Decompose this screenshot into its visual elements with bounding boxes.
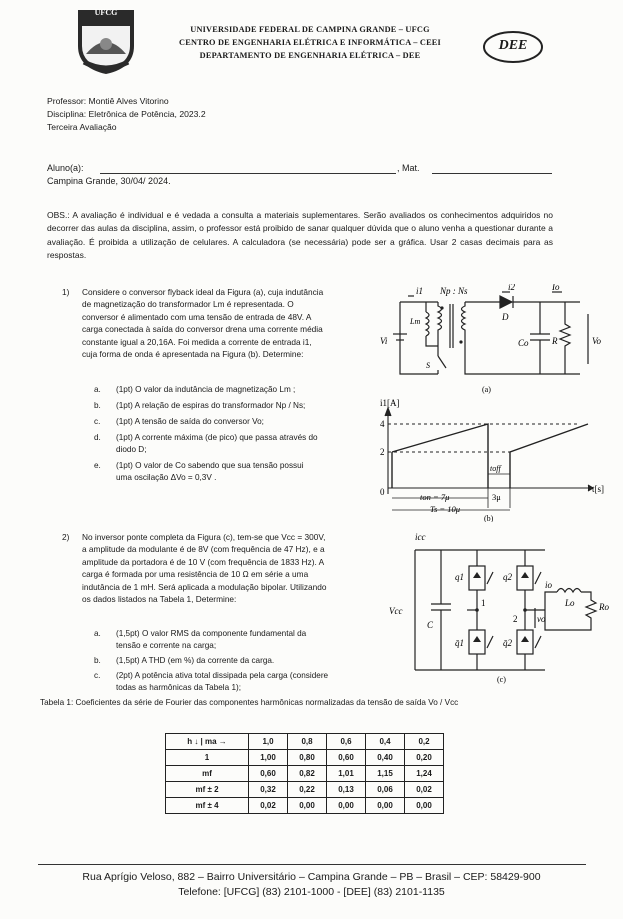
fig-b-toff: 3μ bbox=[492, 492, 501, 502]
q1-item: e. (1pt) O valor de Co sabendo que sua tensão possui bbox=[94, 461, 304, 470]
header-line-1: UNIVERSIDADE FEDERAL DE CAMPINA GRANDE – UFCG bbox=[190, 25, 430, 34]
fig-a-label: (a) bbox=[482, 385, 491, 394]
table-header-cell: 0,8 bbox=[288, 734, 327, 750]
fig-a-vo: Vo bbox=[592, 336, 601, 346]
fig-b-label: (b) bbox=[484, 514, 494, 522]
header-line-3: DEPARTAMENTO DE ENGENHARIA ELÉTRICA – DEE bbox=[199, 51, 421, 60]
table-cell: 0,06 bbox=[366, 782, 405, 798]
fig-c-node1: 1 bbox=[481, 598, 486, 608]
table-cell: 0,80 bbox=[288, 750, 327, 766]
q1-item: uma oscilação ΔVo = 0,3V . bbox=[116, 473, 217, 482]
table-cell: 1,15 bbox=[366, 766, 405, 782]
fig-a-vi: Vi bbox=[380, 336, 388, 346]
date-line: Campina Grande, 30/04/ 2024. bbox=[47, 176, 171, 186]
q2-number: 2) bbox=[62, 532, 70, 542]
table-header-cell: 0,4 bbox=[366, 734, 405, 750]
q1-item: a. (1pt) O valor da indutância de magnetização Lm ; bbox=[94, 385, 296, 394]
q1-line: Considere o conversor flyback ideal da Figura (a), cuja indutância bbox=[82, 287, 324, 297]
fig-c-c: C bbox=[427, 620, 434, 630]
figure-a-flyback-circuit bbox=[380, 284, 605, 394]
fig-b-ts: Ts = 10μ bbox=[430, 504, 461, 514]
q2-item: c. (2pt) A potência ativa total dissipada pela carga (considere bbox=[94, 671, 329, 680]
fig-c-q1: q1 bbox=[455, 572, 464, 582]
avaliacao-line: Terceira Avaliação bbox=[47, 122, 117, 132]
table-cell: 1 bbox=[166, 750, 249, 766]
table-cell: 0,00 bbox=[366, 798, 405, 814]
fig-a-np-ns: Np : Ns bbox=[440, 286, 468, 296]
q1-item: diodo D; bbox=[116, 445, 147, 454]
fig-c-io: io bbox=[545, 580, 553, 590]
q2-line: indutância de 1 mH. Será aplicada a modulação bipolar. Utilizando bbox=[82, 581, 327, 592]
q1-item: d. (1pt) A corrente máxima (de pico) que passa através do bbox=[94, 433, 318, 442]
footer-phone: Telefone: [UFCG] (83) 2101-1000 - [DEE] (83) 2101-1135 bbox=[178, 886, 445, 898]
footer-rule bbox=[38, 864, 586, 865]
table-row bbox=[166, 798, 444, 814]
q1-item: c. (1pt) A tensão de saída do conversor Vo; bbox=[94, 417, 264, 426]
q1-line: carga conectada à saída do conversor drena uma corrente média bbox=[82, 324, 323, 335]
fig-b-y4: 4 bbox=[380, 419, 385, 429]
fig-a-co: Co bbox=[518, 338, 529, 348]
ufcg-logo-text: UFCG bbox=[94, 8, 118, 17]
fig-b-toff-label: toff bbox=[490, 464, 501, 473]
table-cell: mf bbox=[166, 766, 249, 782]
q2-items bbox=[94, 628, 384, 694]
professor-line: Professor: Montiê Alves Vitorino bbox=[47, 96, 169, 106]
mat-label: , Mat. bbox=[397, 163, 420, 173]
q2-text bbox=[82, 531, 382, 605]
q1-items bbox=[94, 384, 379, 484]
table-cell: 0,00 bbox=[288, 798, 327, 814]
fig-b-xlabel: t[s] bbox=[592, 484, 604, 494]
table-cell: 0,20 bbox=[405, 750, 444, 766]
table-cell: 0,13 bbox=[327, 782, 366, 798]
table-cell: 0,02 bbox=[405, 782, 444, 798]
fig-b-origin: 0 bbox=[380, 487, 385, 497]
table-header-cell: 1,0 bbox=[249, 734, 288, 750]
fig-c-label: (c) bbox=[497, 675, 506, 684]
table-cell: 1,24 bbox=[405, 766, 444, 782]
table-header-cell: 0,2 bbox=[405, 734, 444, 750]
footer-address: Rua Aprígio Veloso, 882 – Bairro Universitário – Campina Grande – PB – Brasil – CEP: 58429-900 bbox=[82, 871, 541, 883]
figure-c-full-bridge-inverter bbox=[385, 530, 613, 685]
table-cell: 0,82 bbox=[288, 766, 327, 782]
fig-c-lo: Lo bbox=[565, 598, 575, 608]
obs-paragraph: OBS.: A avaliação é individual e é vedada a consulta a materiais suplementares. Serão avaliados os conhecimentos adquiridos no decorrer das aulas da disciplina, assim, o professor está proibido de sanar qualquer dúvida que o aluno venha a questionar durante a avaliação. É proibida a utilização de celulares. A calculadora (se necessária) pode ser a gráfica. Usar 2 casas decimais para as respostas. bbox=[47, 210, 553, 261]
table-header-cell: h ↓ | ma → bbox=[166, 734, 249, 750]
fig-c-vcc: Vcc bbox=[389, 606, 403, 616]
table-cell: 0,60 bbox=[327, 750, 366, 766]
q2-line: carga é formada por uma resistência de 10 Ω em série a uma bbox=[82, 569, 309, 580]
table-cell: 0,02 bbox=[249, 798, 288, 814]
fig-b-ylabel: i1[A] bbox=[380, 398, 400, 408]
header-line-2: CENTRO DE ENGENHARIA ELÉTRICA E INFORMÁTICA – CEEI bbox=[179, 38, 441, 47]
fig-b-ton: ton = 7μ bbox=[420, 492, 450, 502]
q1-line: constante igual a 20,16A. Foi medida a corrente de entrada i1, bbox=[82, 336, 312, 347]
disciplina-line: Disciplina: Eletrônica de Potência, 2023.2 bbox=[47, 109, 206, 119]
table-cell: 0,60 bbox=[249, 766, 288, 782]
fig-a-r: R bbox=[552, 336, 558, 346]
q2-item: a. (1,5pt) O valor RMS da componente fundamental da bbox=[94, 629, 307, 638]
fig-a-d: D bbox=[502, 312, 509, 322]
dee-logo-text: DEE bbox=[498, 38, 528, 53]
fig-c-vo: vo bbox=[537, 614, 546, 624]
q2-line: a amplitude da modulante é de 8V (com frequência de 47 Hz), e a bbox=[82, 544, 325, 555]
q1-line: conversor é alimentado com uma tensão de entrada de 48V. A bbox=[82, 311, 312, 322]
aluno-label: Aluno(a): bbox=[47, 163, 84, 173]
table-cell: 1,00 bbox=[249, 750, 288, 766]
table-caption: Tabela 1: Coeficientes da série de Fourier das componentes harmônicas normalizadas da tensão de saída Vo / Vcc bbox=[40, 698, 459, 707]
table-cell: 0,00 bbox=[405, 798, 444, 814]
table-row bbox=[166, 782, 444, 798]
fig-c-icc: icc bbox=[415, 532, 426, 542]
table-cell: mf ± 4 bbox=[166, 798, 249, 814]
table-row bbox=[166, 750, 444, 766]
fig-c-q2: q2 bbox=[503, 572, 512, 582]
figure-b-input-current-waveform bbox=[380, 394, 605, 522]
table-cell: 1,01 bbox=[327, 766, 366, 782]
fig-a-lm: Lm bbox=[410, 317, 421, 326]
mat-blank[interactable] bbox=[432, 173, 552, 174]
fig-c-node2: 2 bbox=[513, 614, 518, 624]
table-row bbox=[166, 766, 444, 782]
fig-a-i1: i1 bbox=[416, 286, 424, 296]
q1-text bbox=[82, 286, 378, 360]
q1-line: cuja forma de onda é apresentada na Figura (b). Determine: bbox=[82, 349, 304, 360]
q2-line: No inversor ponte completa da Figura (c), tem-se que Vcc = 300V, bbox=[82, 532, 326, 542]
table-cell: mf ± 2 bbox=[166, 782, 249, 798]
q2-item: tensão e corrente na carga; bbox=[116, 641, 217, 650]
table-cell: 0,40 bbox=[366, 750, 405, 766]
q1-item: b. (1pt) A relação de espiras do transformador Np / Ns; bbox=[94, 401, 306, 410]
q2-line: amplitude da portadora é de 10 V (com frequência de 1833 Hz). A bbox=[82, 556, 325, 567]
table-header-cell: 0,6 bbox=[327, 734, 366, 750]
table-header-row bbox=[166, 734, 444, 750]
fig-a-io: Io bbox=[552, 284, 560, 292]
q2-item: b. (1,5pt) A THD (em %) da corrente da carga. bbox=[94, 656, 275, 665]
fig-a-i2: i2 bbox=[508, 284, 516, 292]
table-cell: 0,32 bbox=[249, 782, 288, 798]
q2-line: os dados listados na Tabela 1, Determine: bbox=[82, 594, 237, 605]
table-cell: 0,00 bbox=[327, 798, 366, 814]
aluno-name-blank[interactable] bbox=[100, 173, 396, 174]
fig-c-q2b: q̄2 bbox=[503, 638, 512, 648]
q2-item: todas as harmônicas da Tabela 1); bbox=[116, 683, 242, 692]
q1-line: de magnetização do transformador Lm é representada. O bbox=[82, 299, 294, 310]
fig-a-s: S bbox=[426, 361, 430, 370]
fig-c-q1b: q̄1 bbox=[455, 638, 464, 648]
fig-c-ro: Ro bbox=[599, 602, 609, 612]
fig-b-y2: 2 bbox=[380, 447, 385, 457]
table-cell: 0,22 bbox=[288, 782, 327, 798]
fourier-table bbox=[165, 733, 444, 814]
q1-number: 1) bbox=[62, 287, 70, 297]
